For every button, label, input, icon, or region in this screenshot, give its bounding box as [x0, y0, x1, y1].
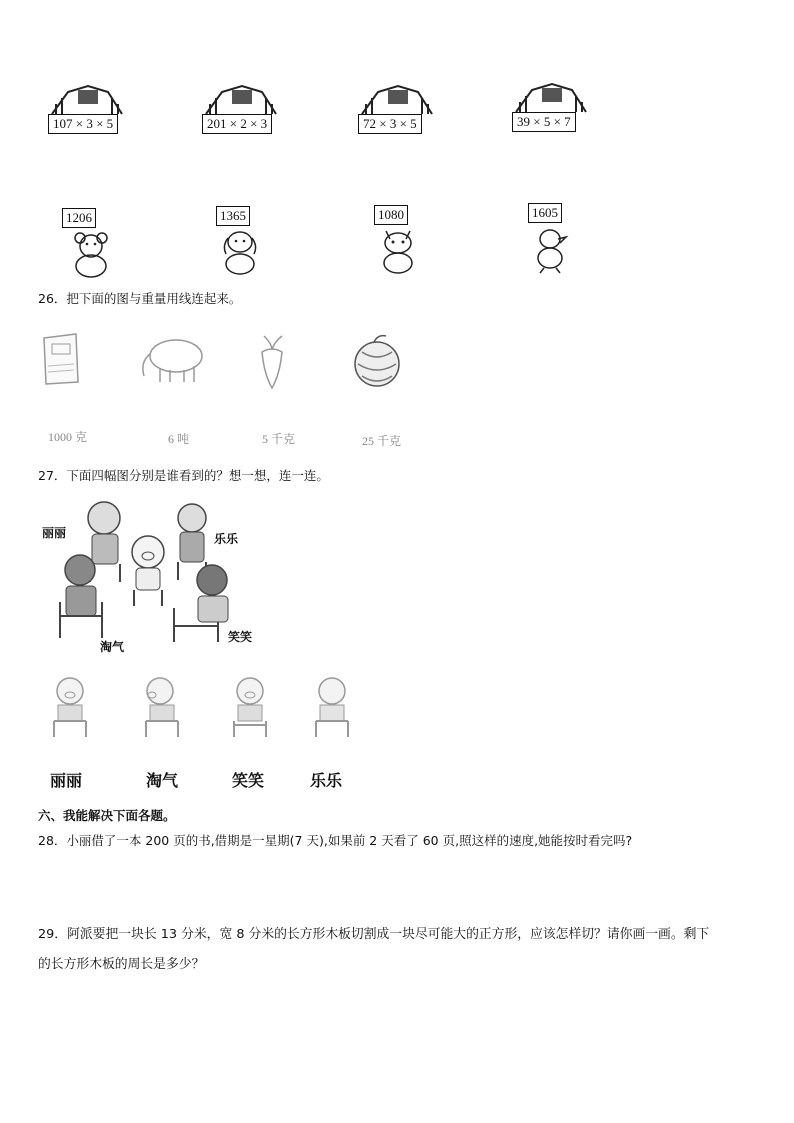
house-card-2 [202, 84, 280, 146]
animal-card-1 [62, 208, 132, 283]
house-roof-icon [512, 82, 590, 116]
scene-name-lele: 乐乐 [214, 532, 239, 546]
question-26-text: 26．把下面的图与重量用线连起来。 [38, 291, 242, 306]
scene-name-xiaoxiao: 笑笑 [228, 630, 253, 644]
scene-name-lili: 丽丽 [42, 526, 67, 540]
house-expression: 201 × 2 × 3 [202, 114, 272, 134]
cat-icon [374, 227, 424, 277]
view-label-lele: 乐乐 [310, 773, 343, 790]
house-expression: 107 × 3 × 5 [48, 114, 118, 134]
animal-card-2 [216, 206, 286, 281]
house-roof-icon [202, 84, 280, 118]
house-expression: 72 × 3 × 5 [358, 114, 422, 134]
section-6-heading: 六、我能解决下面各题。 [38, 808, 176, 823]
question-28-text: 28．小丽借了一本 200 页的书,借期是一星期(7 天),如果前 2 天看了 60 页,照这样的速度,她能按时看完吗? [38, 833, 633, 848]
view-label-xiaoxiao: 笑笑 [232, 773, 265, 790]
view-label-lili: 丽丽 [50, 773, 83, 790]
scene-name-taoqi: 淘气 [100, 640, 125, 654]
weight-label: 6 吨 [168, 432, 190, 446]
flour-bag-icon [40, 330, 82, 386]
house-card-3 [358, 84, 436, 146]
house-roof-icon [358, 84, 436, 118]
weight-label: 5 千克 [262, 432, 296, 446]
pig-view-back-icon [312, 675, 352, 739]
animal-value: 1206 [62, 208, 96, 228]
pig-view-front-icon [50, 675, 90, 739]
question-27-text: 27．下面四幅图分别是谁看到的？想一想，连一连。 [38, 468, 329, 483]
duck-icon [528, 225, 578, 275]
weight-label: 25 千克 [362, 434, 402, 448]
animal-value: 1080 [374, 205, 408, 225]
animal-value: 1605 [528, 203, 562, 223]
bear-icon [66, 230, 116, 280]
house-roof-icon [48, 84, 126, 118]
house-expression: 39 × 5 × 7 [512, 112, 576, 132]
watermelon-icon [352, 332, 402, 390]
dog-icon [216, 228, 266, 278]
animal-value: 1365 [216, 206, 250, 226]
house-card-4 [512, 82, 590, 144]
animal-card-3 [374, 205, 444, 280]
question-29-line-1: 29．阿派要把一块长 13 分米，宽 8 分米的长方形木板切割成一块尽可能大的正方形，应该怎样切？请你画一画。剩下 [38, 927, 710, 942]
elephant-icon [136, 336, 206, 384]
pig-view-side-icon [230, 675, 270, 739]
pig-view-left-icon [142, 675, 182, 739]
house-card-1 [48, 84, 126, 146]
radish-icon [252, 332, 292, 390]
question-29-line-2: 的长方形木板的周长是多少？ [38, 957, 205, 972]
animal-card-4 [528, 203, 598, 278]
weight-label: 1000 克 [48, 430, 88, 444]
view-label-taoqi: 淘气 [146, 773, 179, 790]
